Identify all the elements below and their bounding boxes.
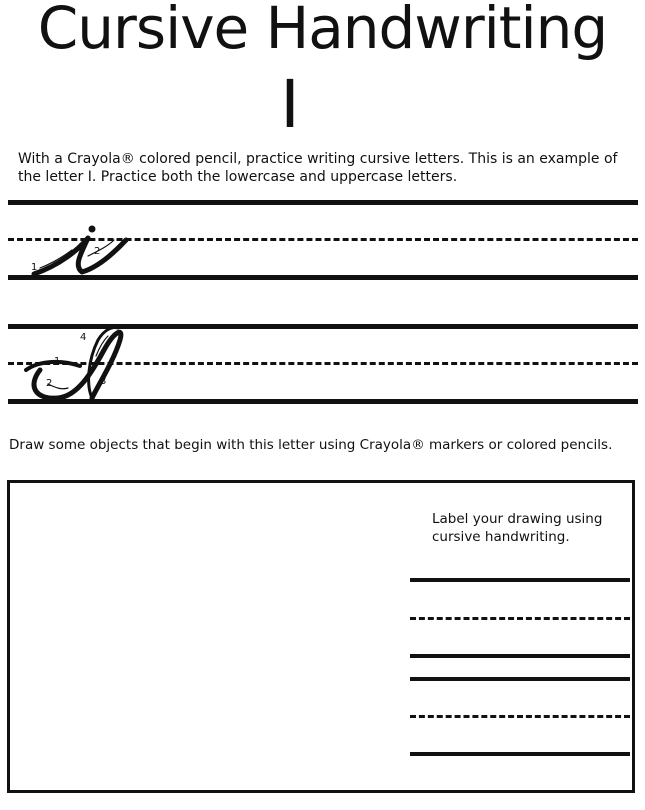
practice-base-line-2 — [8, 399, 638, 404]
lowercase-stroke-number: 1 — [31, 262, 38, 273]
lowercase-i-example — [34, 238, 126, 274]
page-title: Cursive Handwriting — [37, 0, 608, 62]
label-base-line-2 — [410, 752, 630, 756]
uppercase-stroke-number: 1 — [54, 356, 61, 367]
practice-mid-dashed-line-1 — [8, 238, 638, 241]
lowercase-stroke-number: 2 — [94, 246, 101, 257]
label-top-line-2 — [410, 677, 630, 681]
uppercase-stroke-number: 2 — [46, 378, 53, 389]
uppercase-stroke-number: 3 — [100, 376, 107, 387]
uppercase-stroke-number: 4 — [80, 332, 87, 343]
practice-mid-dashed-line-2 — [8, 362, 638, 365]
practice-top-line-2 — [8, 324, 638, 329]
draw-prompt-text: Draw some objects that begin with this letter using Crayola® markers or colored pencils. — [9, 437, 613, 453]
instructions-text: With a Crayola® colored pencil, practice writing cursive letters. This is an example of the letter I. Practice both the lowercase and uppercase letters. — [18, 151, 618, 185]
label-mid-dashed-line-1 — [410, 617, 630, 620]
practice-base-line-1 — [8, 275, 638, 280]
label-top-line-1 — [410, 578, 630, 582]
label-mid-dashed-line-2 — [410, 715, 630, 718]
featured-letter: I — [280, 66, 300, 143]
label-prompt-text: Label your drawing using cursive handwriting. — [432, 511, 603, 545]
practice-top-line-1 — [8, 200, 638, 205]
lowercase-i-dot — [89, 226, 96, 233]
label-base-line-1 — [410, 654, 630, 658]
